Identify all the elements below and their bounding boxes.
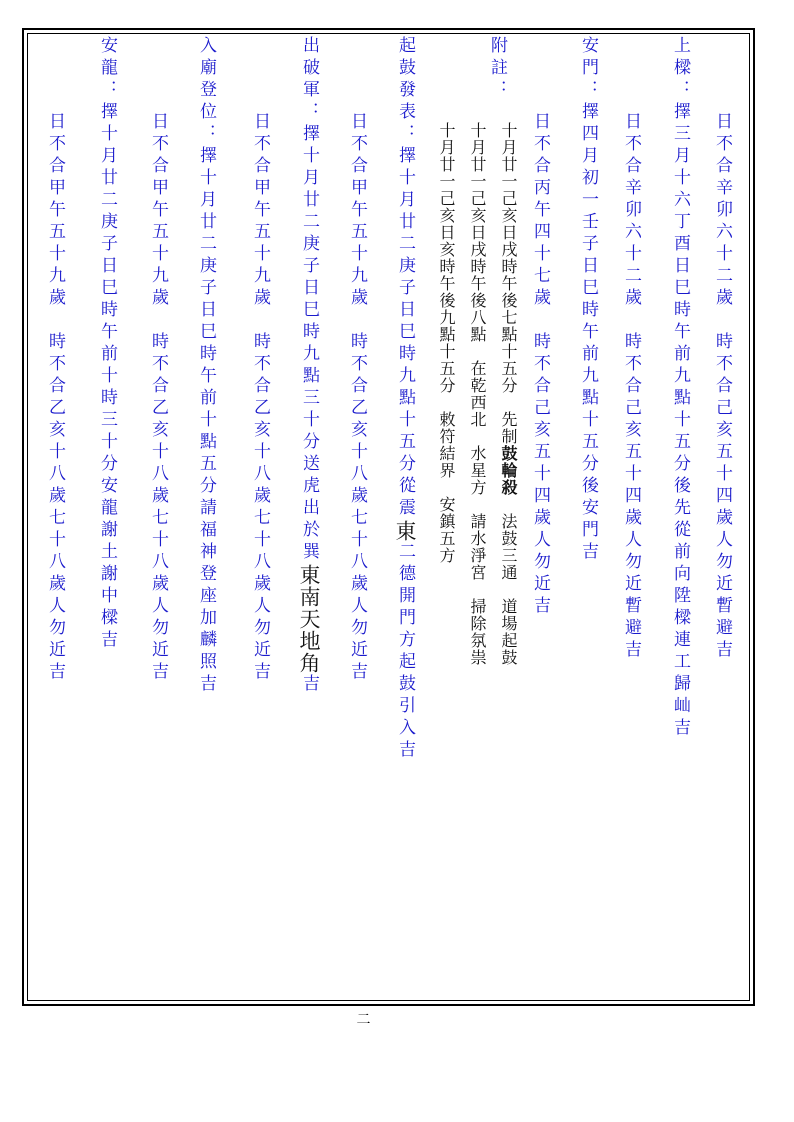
column-7-text-a: 擇十月廿二庚子日巳時九點十五分從震 <box>395 146 415 520</box>
column-6-line-1 <box>494 122 522 666</box>
column-8: 日不合甲午五十九歲 時不合乙亥十八歲七十八歲人勿近吉 <box>347 112 367 684</box>
column-11-text: 擇十月廿二庚子日巳時午前十點五分請福神登座加麟照吉 <box>196 146 216 696</box>
column-7 <box>391 36 419 762</box>
column-9-text-a: 擇十月廿二庚子日巳時九點三十分送虎出於巽 <box>299 124 319 564</box>
column-3: 日不合辛卯六十二歲 時不合己亥五十四歲人勿近暫避吉 <box>621 112 641 662</box>
column-6-line-3: 十月廿一己亥日亥時午後九點十五分 敕符結界 安鎮五方 <box>437 122 456 564</box>
column-14: 日不合甲午五十九歲 時不合乙亥十八歲七十八歲人勿近吉 <box>45 112 65 684</box>
page-number: 二 <box>356 1012 371 1028</box>
column-13 <box>93 36 121 652</box>
column-6-label: 附註： <box>487 36 507 102</box>
column-1: 日不合辛卯六十二歲 時不合己亥五十四歲人勿近暫避吉 <box>712 112 732 662</box>
column-9-label: 出破軍： <box>299 36 319 124</box>
column-4: 安門：擇四月初一壬子日巳時午前九點十五分後安門吉 <box>578 36 598 564</box>
column-9 <box>295 36 323 696</box>
column-9-text-b: 吉 <box>299 674 319 696</box>
column-7-text-b: 二德開門方起鼓引入吉 <box>395 542 415 762</box>
column-2: 上樑：擇三月十六丁酉日巳時午前九點十五分後先從前向陞樑連工歸屾吉 <box>670 36 690 740</box>
column-7-label: 起鼓發表： <box>395 36 415 146</box>
column-6-line-2: 十月廿一己亥日戌時午後八點 在乾西北 水星方 請水淨宮 掃除氛祟 <box>468 122 487 666</box>
column-10: 日不合甲午五十九歲 時不合乙亥十八歲七十八歲人勿近吉 <box>250 112 270 684</box>
column-11-label: 入廟登位： <box>196 36 216 146</box>
column-5: 日不合丙午四十七歲 時不合己亥五十四歲人勿近吉 <box>530 112 550 618</box>
column-13-label: 安龍： <box>97 36 117 102</box>
column-7-big: 東 <box>393 520 417 542</box>
column-9-big: 東南天地角 <box>297 564 321 674</box>
line-1-c: 法鼓三通 道場起鼓 <box>499 496 518 666</box>
column-11 <box>192 36 220 696</box>
column-12: 日不合甲午五十九歲 時不合乙亥十八歲七十八歲人勿近吉 <box>148 112 168 684</box>
line-1-a: 十月廿一己亥日戌時午後七點十五分 先制 <box>499 122 518 445</box>
line-1-b: 鼓輪殺 <box>499 445 518 496</box>
column-13-text: 擇十月廿二庚子日巳時午前十時三十分安龍謝土謝中樑吉 <box>97 102 117 652</box>
